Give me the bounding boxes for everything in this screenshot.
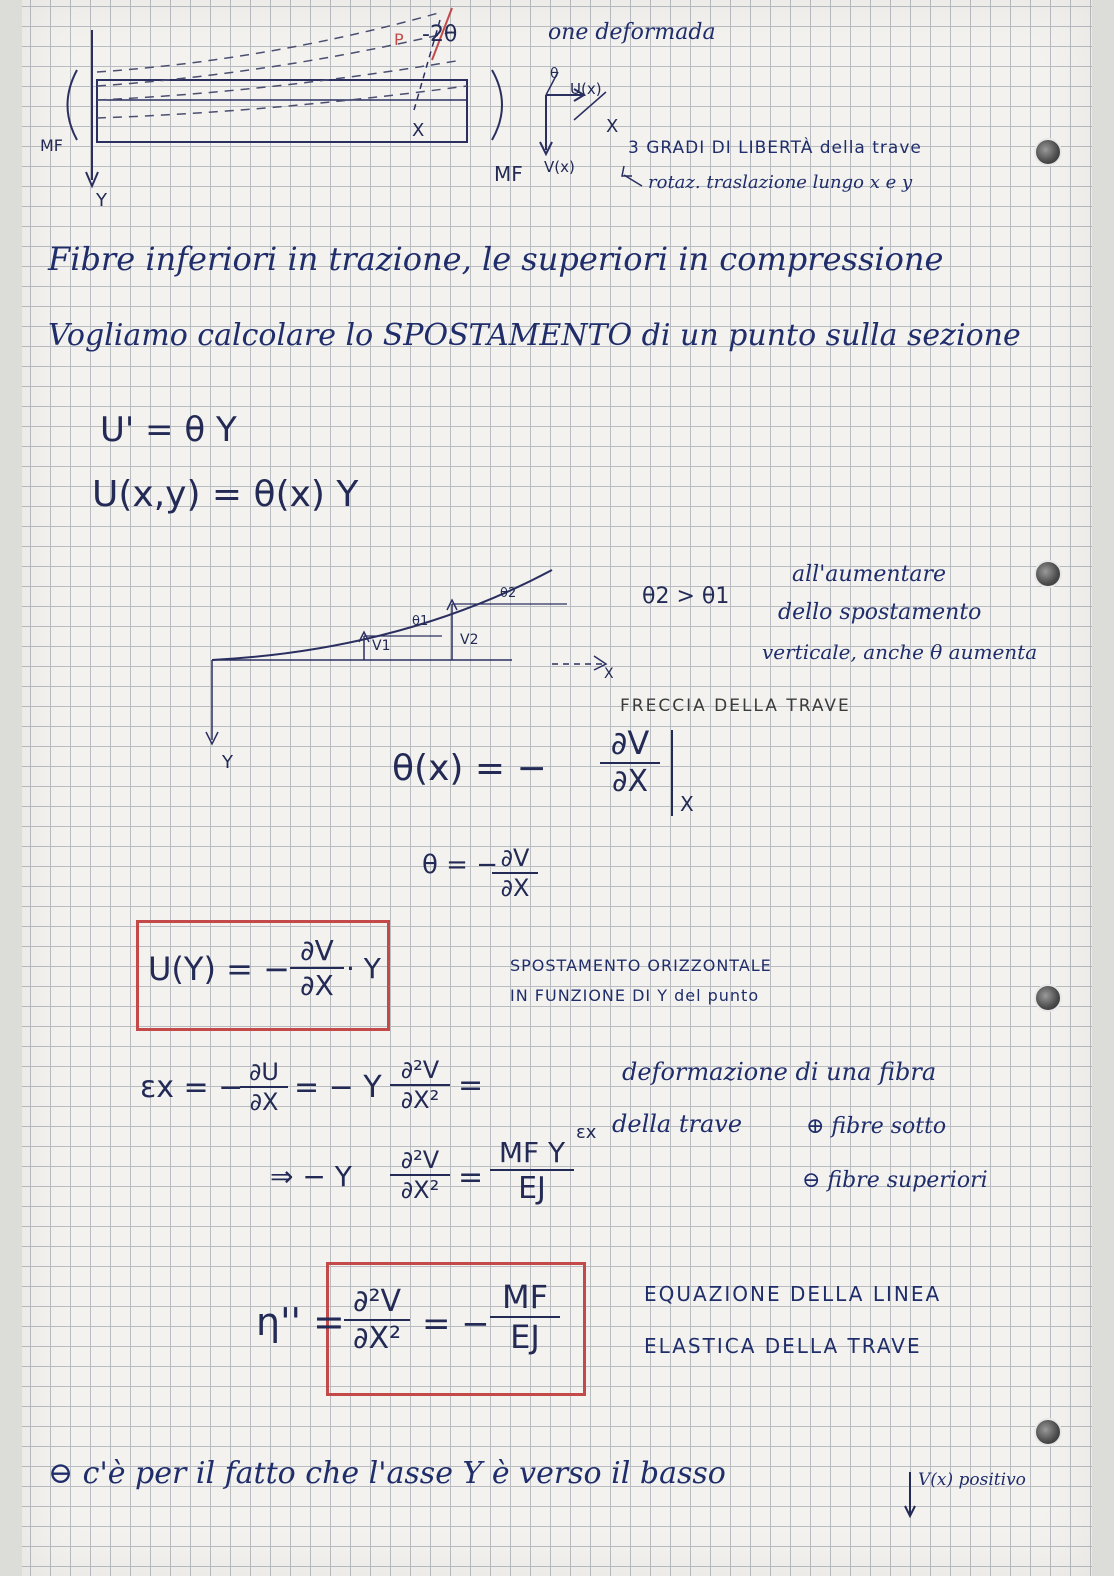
label-graph-y: Y	[222, 752, 233, 773]
bottom-right: V(x) positivo	[918, 1470, 1026, 1490]
impl-eq: =	[458, 1160, 484, 1195]
graph-note1: all'aumentare	[792, 562, 947, 587]
eps-mid: = − Y	[294, 1070, 382, 1105]
frac-den: ∂X	[600, 762, 660, 799]
punch-hole	[1034, 984, 1062, 1012]
frac-num: ∂²V	[352, 1284, 402, 1319]
dof-line1: 3 GRADI DI LIBERTÀ della trave	[628, 138, 922, 158]
eps-end: =	[458, 1068, 484, 1103]
down-arrow-icon	[902, 1470, 918, 1520]
deform-note3: ⊕ fibre sotto	[806, 1114, 947, 1139]
eq-u-prime: U' = θ Y	[100, 410, 237, 450]
label-theta1: θ1	[412, 614, 429, 629]
frac-den: ∂X²	[390, 1084, 450, 1114]
frac-num: ∂V	[610, 724, 650, 762]
eps-frac1	[240, 1058, 288, 1116]
graph-note2: dello spostamento	[778, 600, 982, 625]
frac-den: EJ	[490, 1316, 560, 1356]
le-frac2	[490, 1278, 560, 1356]
label-eps-small: εx	[576, 1122, 597, 1143]
frac-num: ∂V	[500, 844, 530, 872]
impl-frac2	[490, 1136, 574, 1206]
impl-lhs: ⇒ − Y	[270, 1160, 352, 1193]
dof-line2: rotaz. traslazione lungo x e y	[648, 172, 913, 193]
linea-elastica2: ELASTICA DELLA TRAVE	[644, 1334, 922, 1358]
label-graph-x: X	[604, 666, 614, 682]
label-mf-left: MF	[40, 136, 64, 155]
theta-lhs: θ = −	[422, 850, 499, 880]
theta-of-x-frac	[600, 724, 660, 799]
frac-num: ∂V	[300, 934, 334, 967]
frac-num: MF	[501, 1278, 548, 1316]
label-v1: V1	[372, 638, 391, 654]
label-y-left: Y	[96, 190, 107, 211]
frac-den: ∂X	[492, 872, 538, 902]
label-v2: V2	[460, 632, 479, 648]
label-p: P	[394, 30, 404, 49]
theta-frac	[492, 844, 538, 902]
frac-den: ∂X	[290, 967, 344, 1002]
label-v-x: V(x)	[544, 158, 575, 176]
frac-num: ∂U	[249, 1058, 279, 1086]
line-fibre: Fibre inferiori in trazione, le superiori in compressione	[48, 240, 944, 278]
label-x-beam: X	[412, 120, 425, 141]
le-lhs: η'' =	[256, 1300, 345, 1344]
deform-note2: della trave	[612, 1110, 743, 1138]
eps-frac2	[390, 1056, 450, 1114]
theta-of-x-lhs: θ(x) = −	[392, 748, 547, 789]
frac-den: ∂X²	[390, 1174, 450, 1204]
frac-num: MF Y	[498, 1136, 566, 1169]
frac-den: ∂X	[240, 1086, 288, 1116]
le-frac1	[344, 1284, 410, 1356]
notebook-page	[22, 0, 1092, 1576]
punch-hole	[1034, 1418, 1062, 1446]
uy-lhs: U(Y) = −	[148, 950, 290, 988]
label-mf-right: MF	[494, 162, 523, 186]
label-u-x: U(x)	[570, 80, 602, 98]
deform-note1: deformazione di una fibra	[622, 1058, 937, 1086]
eq-u-xy: U(x,y) = θ(x) Y	[92, 474, 359, 515]
line-goal: Vogliamo calcolare lo SPOSTAMENTO di un punto sulla sezione	[48, 318, 1021, 353]
label-theta-small: θ	[550, 66, 559, 82]
spost-orizz1: SPOSTAMENTO ORIZZONTALE	[510, 956, 772, 975]
uy-frac	[290, 934, 344, 1002]
frac-den: EJ	[490, 1169, 574, 1206]
impl-frac1	[390, 1146, 450, 1204]
eval-bar	[668, 730, 678, 820]
top-note: one deformada	[548, 20, 716, 45]
freccia-label: FRECCIA DELLA TRAVE	[620, 696, 851, 716]
linea-elastica1: EQUAZIONE DELLA LINEA	[644, 1282, 942, 1306]
uy-rhs: · Y	[346, 952, 381, 985]
frac-num: ∂²V	[400, 1146, 440, 1174]
eps-lhs: εx = −	[140, 1070, 244, 1105]
theta-of-x-eval: X	[680, 792, 694, 816]
deform-note4: ⊖ fibre superiori	[802, 1168, 988, 1193]
label-x-right: X	[606, 116, 619, 137]
label-theta2: θ2	[500, 586, 517, 601]
label-theta-top: -2θ	[422, 22, 458, 47]
le-mid: = −	[422, 1304, 490, 1344]
frac-den: ∂X²	[344, 1319, 410, 1356]
frac-num: ∂²V	[400, 1056, 440, 1084]
theta-compare: θ2 > θ1	[642, 584, 730, 609]
graph-note3: verticale, anche θ aumenta	[762, 640, 1038, 664]
spost-orizz2: IN FUNZIONE DI Y del punto	[510, 986, 760, 1005]
bottom-line: ⊖ c'è per il fatto che l'asse Y è verso il basso	[48, 1456, 726, 1491]
